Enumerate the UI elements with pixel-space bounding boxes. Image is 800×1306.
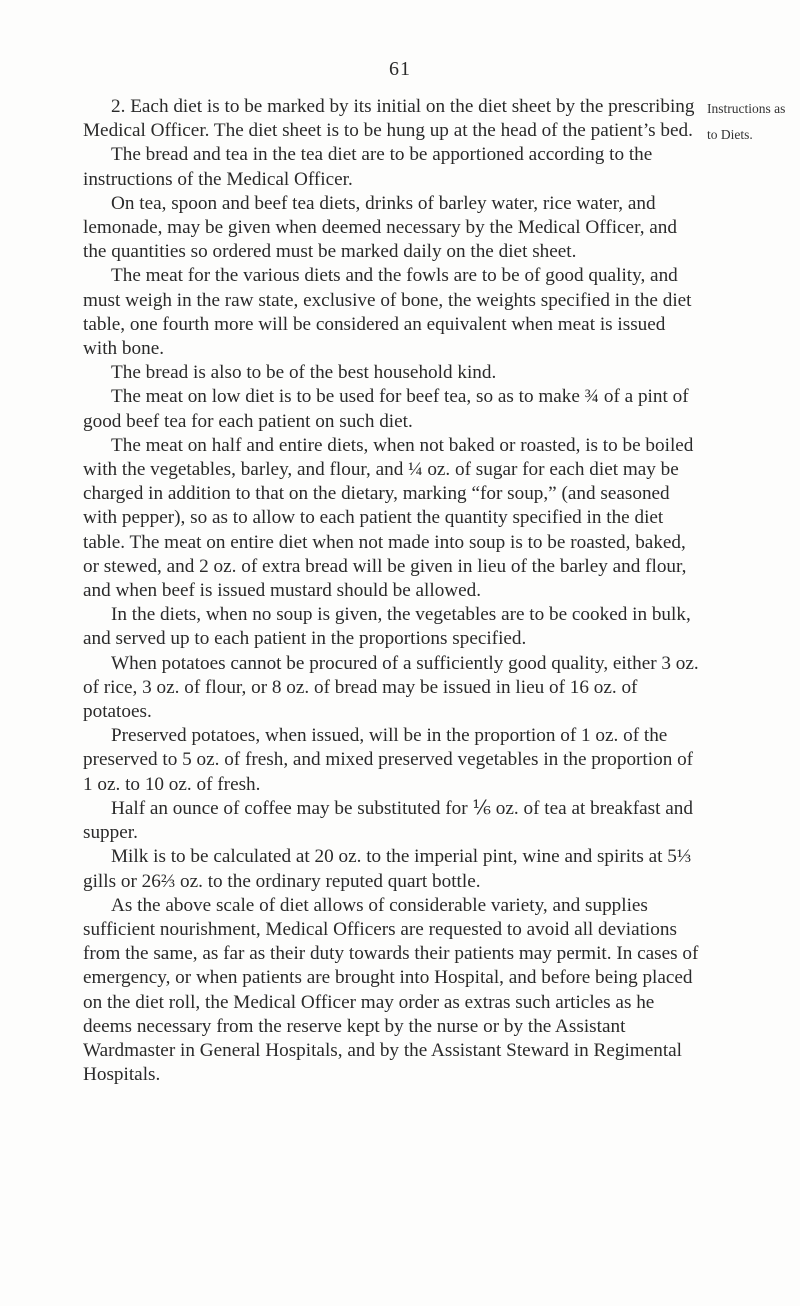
paragraph: The bread is also to be of the best household kind. <box>111 362 497 384</box>
paragraph: The meat on half and entire diets, when not baked or roasted, is to be boiled with the vegetables, barley, and flour, and ¼ oz. of sugar for each diet may be charged in addition to that on the dietary, marking “for soup,” (and seasoned with pepper), so as to allow to each patient the quantity specified in the diet table. The meat on entire diet when not made into soup is to be roasted, baked, or stewed, and 2 oz. of extra bread will be given in lieu of the barley and flour, and when beef is issued mustard should be allowed. <box>83 434 694 602</box>
paragraph: The meat on low diet is to be used for beef tea, so as to make ¾ of a pint of good beef tea for each patient on such diet. <box>83 386 689 432</box>
body-text <box>83 95 703 1087</box>
marginal-note-line: Instructions as <box>707 101 786 116</box>
paragraph: As the above scale of diet allows of considerable variety, and supplies sufficient nourishment, Medical Officers are requested to avoid all deviations from the same, as far as their duty towards their patients may permit. In cases of emergency, or when patients are brought into Hospital, and before being placed on the diet roll, the Medical Officer may order as extras such articles as he deems necessary from the reserve kept by the nurse or by the Assistant Wardmaster in General Hospitals, and by the Assistant Steward in Regimental Hospitals. <box>83 894 699 1086</box>
paragraph: The meat for the various diets and the fowls are to be of good quality, and must weigh in the raw state, exclusive of bone, the weights specified in the diet table, one fourth more will be considered an equivalent when meat is issued with bone. <box>83 265 692 360</box>
page-number: 61 <box>389 58 411 80</box>
paragraph: In the diets, when no soup is given, the vegetables are to be cooked in bulk, and served up to each patient in the proportions specified. <box>83 604 691 650</box>
paragraph: Milk is to be calculated at 20 oz. to the imperial pint, wine and spirits at 5⅓ gills or 26⅔ oz. to the ordinary reputed quart bottle. <box>83 846 692 892</box>
paragraph: Preserved potatoes, when issued, will be in the proportion of 1 oz. of the preserved to 5 oz. of fresh, and mixed preserved vegetables in the proportion of 1 oz. to 10 oz. of fresh. <box>83 725 694 795</box>
paragraph: The bread and tea in the tea diet are to be apportioned according to the instructions of the Medical Officer. <box>83 144 653 190</box>
paragraph: 2. Each diet is to be marked by its initial on the diet sheet by the prescribing Medical Officer. The diet sheet is to be hung up at the head of the patient’s bed. <box>83 96 695 142</box>
marginal-note <box>707 96 800 148</box>
paragraph: On tea, spoon and beef tea diets, drinks of barley water, rice water, and lemonade, may be given when deemed necessary by the Medical Officer, and the quantities so ordered must be marked daily on the diet sheet. <box>83 192 677 263</box>
paragraph: Half an ounce of coffee may be substituted for ⅙ oz. of tea at breakfast and supper. <box>83 797 693 844</box>
marginal-note-line: to Diets. <box>707 127 753 142</box>
paragraph: When potatoes cannot be procured of a sufficiently good quality, either 3 oz. of rice, 3 oz. of flour, or 8 oz. of bread may be issued in lieu of 16 oz. of potatoes. <box>83 652 699 723</box>
